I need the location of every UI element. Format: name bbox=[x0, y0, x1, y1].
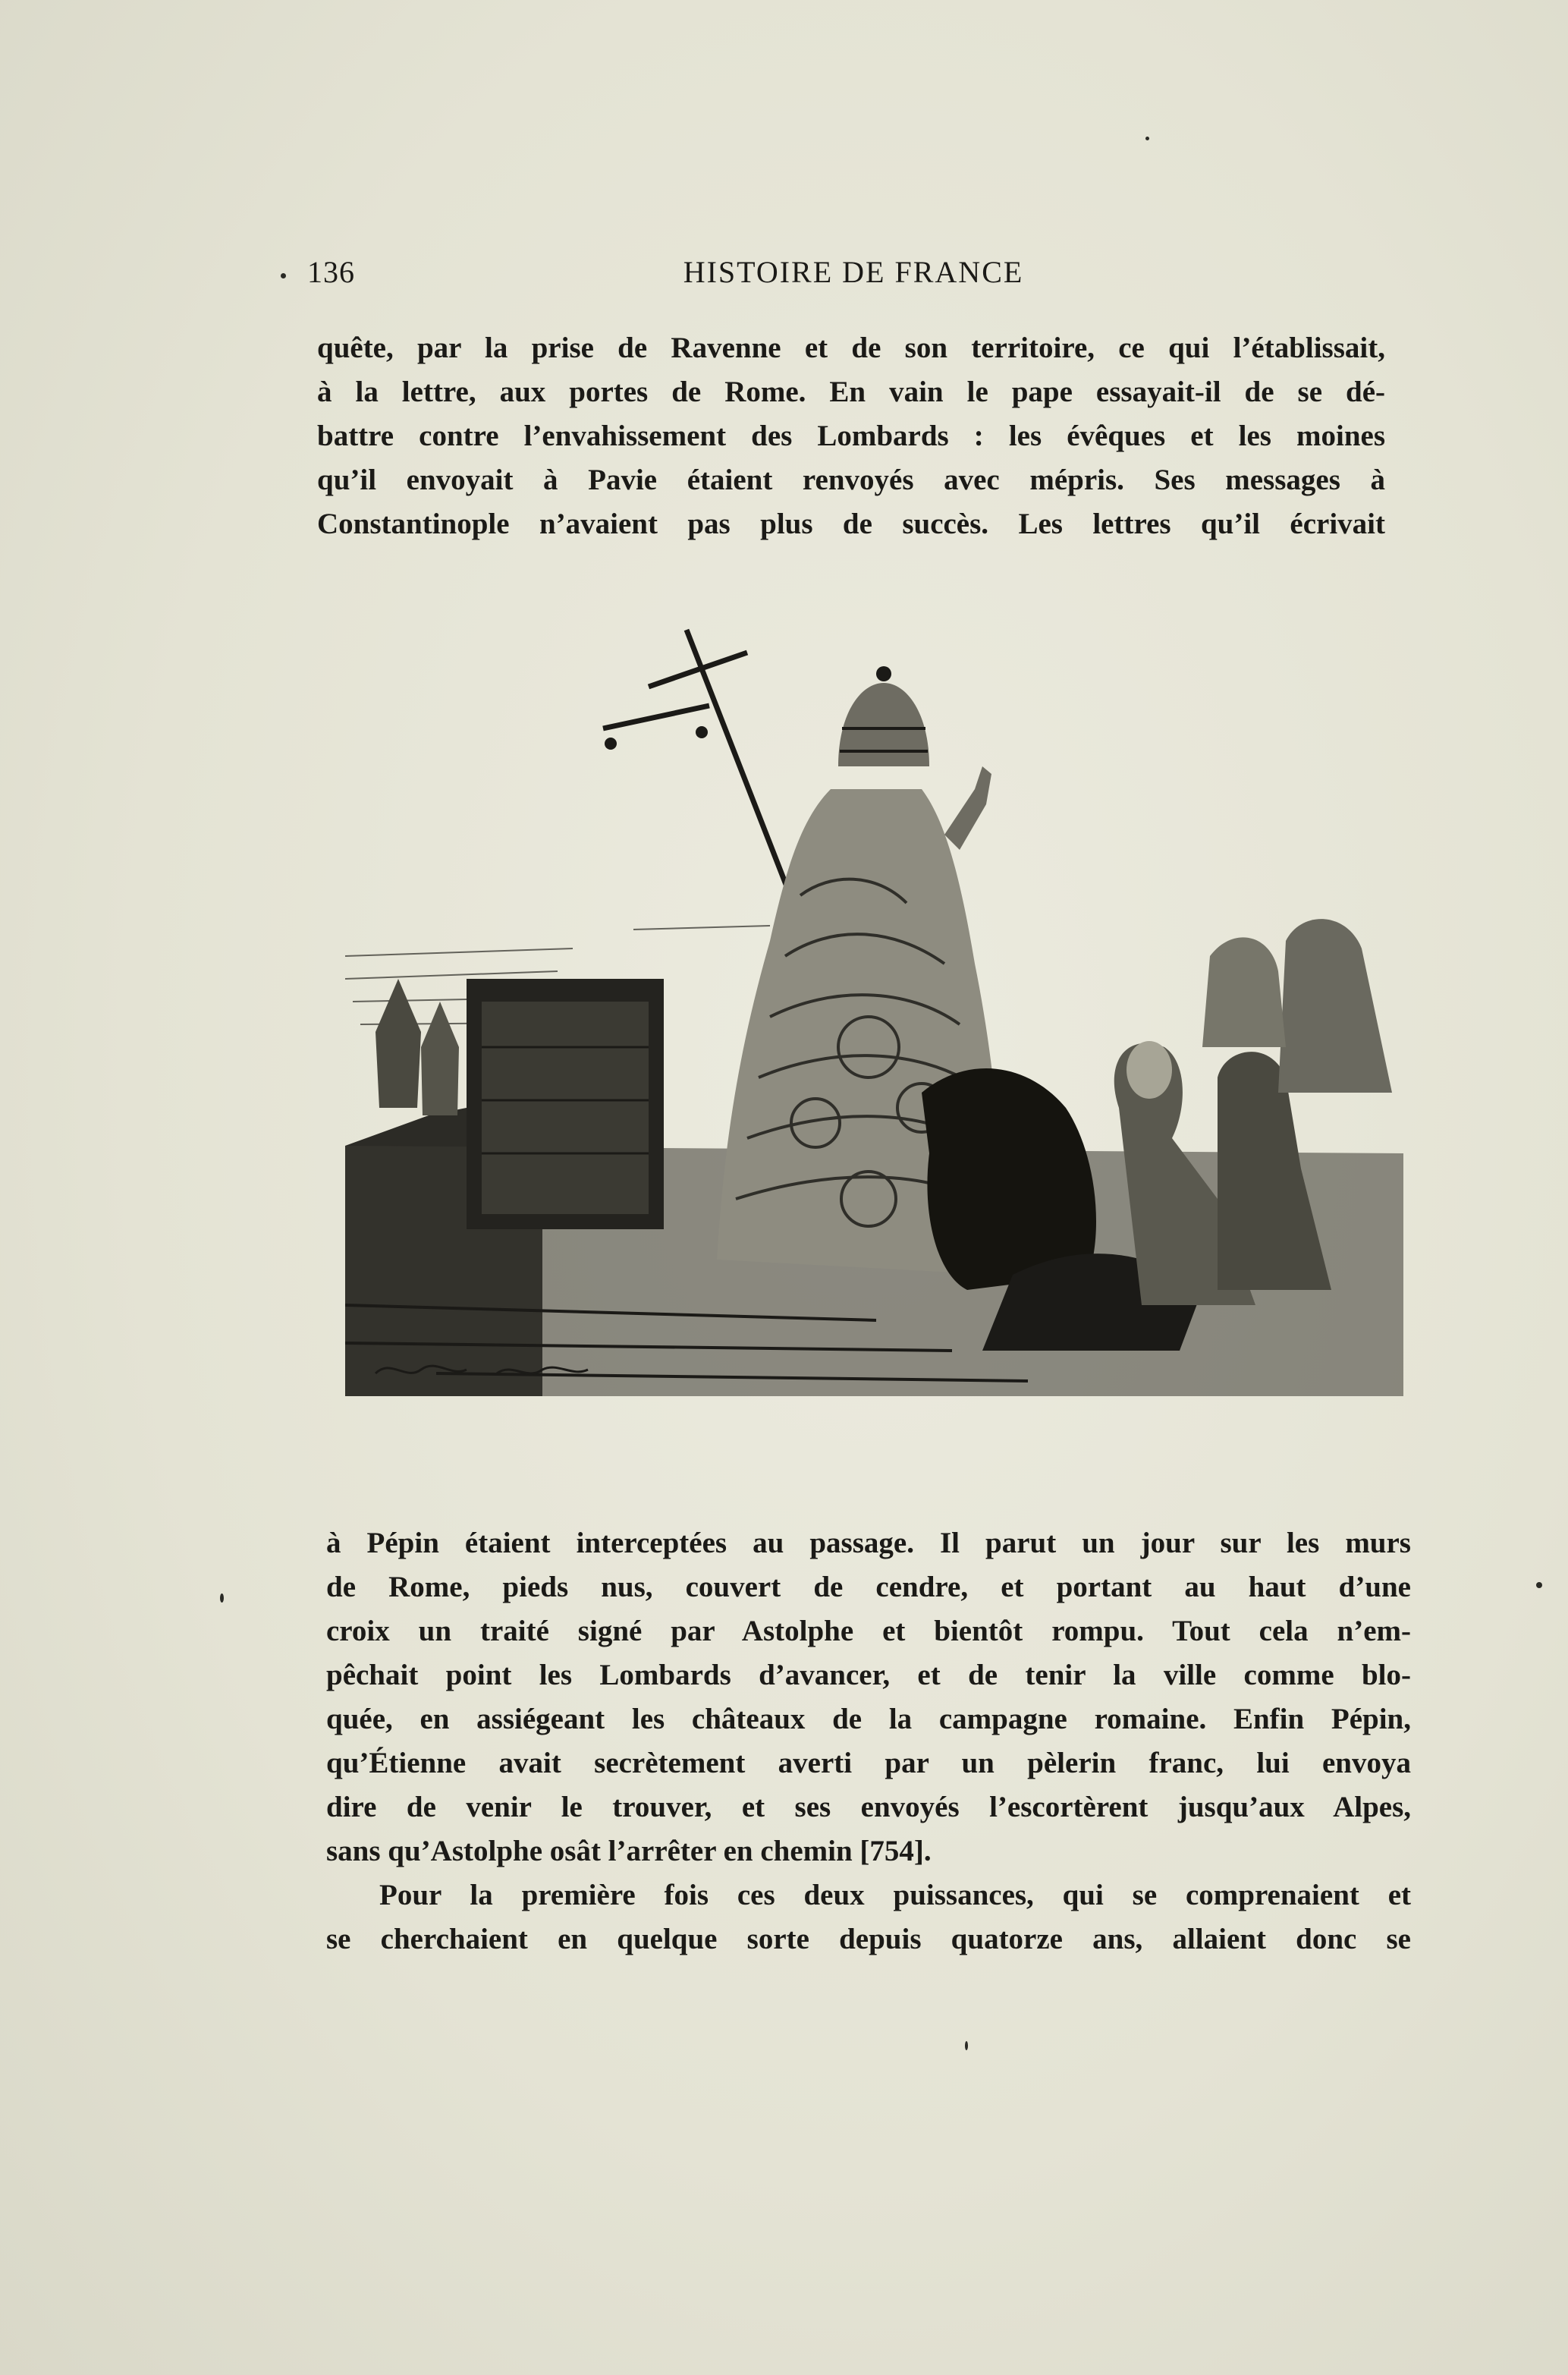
text-line: à la lettre, aux portes de Rome. En vain le pape essayait-il de se dé- bbox=[317, 376, 1385, 408]
text-line: quée, en assiégeant les châteaux de la campagne romaine. Enfin Pépin, bbox=[326, 1703, 1411, 1735]
paragraph-bottom bbox=[326, 1521, 1411, 1961]
engraving-picture bbox=[345, 622, 1403, 1396]
paragraph-top bbox=[317, 326, 1385, 546]
text-line: qu’Étienne avait secrètement averti par un pèlerin franc, lui envoya bbox=[326, 1747, 1411, 1779]
ink-speck bbox=[220, 1593, 224, 1603]
ink-speck bbox=[965, 2041, 968, 2050]
text-line: dire de venir le trouver, et ses envoyés l’escortèrent jusqu’aux Alpes, bbox=[326, 1791, 1411, 1823]
text-line: à Pépin étaient interceptées au passage. Il parut un jour sur les murs bbox=[326, 1527, 1411, 1559]
ink-speck bbox=[281, 273, 286, 278]
text-line: Pour la première fois ces deux puissances, qui se comprenaient et bbox=[379, 1879, 1411, 1911]
text-line: pêchait point les Lombards d’avancer, et de tenir la ville comme blo- bbox=[326, 1659, 1411, 1691]
illustration-engraving bbox=[345, 622, 1403, 1396]
text-line: battre contre l’envahissement des Lombards : les évêques et les moines bbox=[317, 420, 1385, 452]
text-line: se cherchaient en quelque sorte depuis quatorze ans, allaient donc se bbox=[326, 1923, 1411, 1955]
text-line: de Rome, pieds nus, couvert de cendre, et portant au haut d’une bbox=[326, 1571, 1411, 1603]
ink-speck bbox=[1145, 137, 1149, 140]
text-line: sans qu’Astolphe osât l’arrêter en chemin [754]. bbox=[326, 1835, 932, 1867]
header-title: HISTOIRE DE FRANCE bbox=[683, 255, 1024, 289]
running-head bbox=[307, 254, 1400, 300]
text-line: croix un traité signé par Astolphe et bientôt rompu. Tout cela n’em- bbox=[326, 1615, 1411, 1647]
text-line: Constantinople n’avaient pas plus de succès. Les lettres qu’il écrivait bbox=[317, 508, 1385, 540]
ink-speck bbox=[1536, 1582, 1542, 1588]
page-number: 136 bbox=[307, 255, 355, 289]
text-line: quête, par la prise de Ravenne et de son territoire, ce qui l’établissait, bbox=[317, 332, 1385, 364]
text-line: qu’il envoyait à Pavie étaient renvoyés avec mépris. Ses messages à bbox=[317, 464, 1385, 496]
